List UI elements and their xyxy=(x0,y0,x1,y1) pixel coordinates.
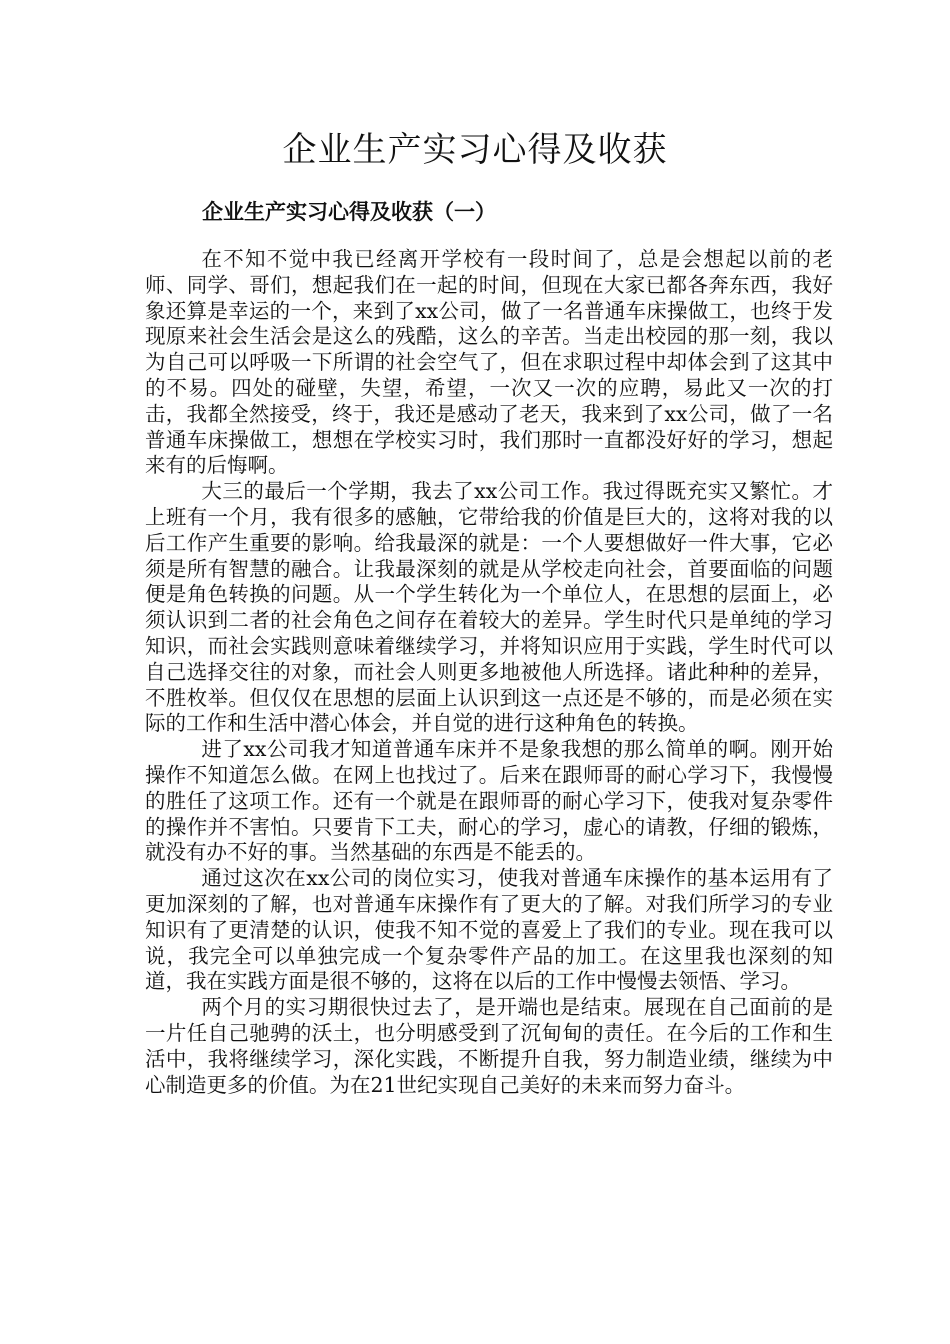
document-body xyxy=(145,247,833,1098)
document-subtitle: 企业生产实习心得及收获（一） xyxy=(202,199,496,224)
paragraph: 两个月的实习期很快过去了，是开端也是结束。展现在自己面前的是一片任自己驰骋的沃土，也分明感受到了沉甸甸的责任。在今后的工作和生活中，我将继续学习，深化实践，不断提升自我，努力制造业绩，继续为中心制造更多的价值。为在21世纪实现自己美好的未来而努力奋斗。 xyxy=(145,995,833,1097)
paragraph: 通过这次在xx公司的岗位实习，使我对普通车床操作的基本运用有了更加深刻的了解，也对普通车床操作有了更大的了解。对我们所学习的专业知识有了更清楚的认识，使我不知不觉的喜爱上了我们的专业。现在我可以说，我完全可以单独完成一个复杂零件产品的加工。在这里我也深刻的知道，我在实践方面是很不够的，这将在以后的工作中慢慢去领悟、学习。 xyxy=(145,866,833,994)
paragraph: 大三的最后一个学期，我去了xx公司工作。我过得既充实又繁忙。才上班有一个月，我有很多的感触，它带给我的价值是巨大的，这将对我的以后工作产生重要的影响。给我最深的就是：一个人要想做好一件大事，它必须是所有智慧的融合。让我最深刻的就是从学校走向社会，首要面临的问题便是角色转换的问题。从一个学生转化为一个单位人，在思想的层面上，必须认识到二者的社会角色之间存在着较大的差异。学生时代只是单纯的学习知识，而社会实践则意味着继续学习，并将知识应用于实践，学生时代可以自己选择交往的对象，而社会人则更多地被他人所选择。诸此种种的差异，不胜枚举。但仅仅在思想的层面上认识到这一点还是不够的，而是必须在实际的工作和生活中潜心体会，并自觉的进行这种角色的转换。 xyxy=(145,479,833,736)
paragraph: 进了xx公司我才知道普通车床并不是象我想的那么简单的啊。刚开始操作不知道怎么做。在网上也找过了。后来在跟师哥的耐心学习下，我慢慢的胜任了这项工作。还有一个就是在跟师哥的耐心学习下，使我对复杂零件的操作并不害怕。只要肯下工夫，耐心的学习，虚心的请教，仔细的锻炼，就没有办不好的事。当然基础的东西是不能丢的。 xyxy=(145,737,833,865)
document-title: 企业生产实习心得及收获 xyxy=(282,130,668,170)
paragraph: 在不知不觉中我已经离开学校有一段时间了，总是会想起以前的老师、同学、哥们，想起我们在一起的时间，但现在大家已都各奔东西，我好象还算是幸运的一个，来到了xx公司，做了一名普通车床操做工，也终于发现原来社会生活会是这么的残酷，这么的辛苦。当走出校园的那一刻，我以为自己可以呼吸一下所谓的社会空气了，但在求职过程中却体会到了这其中的不易。四处的碰壁，失望，希望，一次又一次的应聘，易此又一次的打击，我都全然接受，终于，我还是感动了老天，我来到了xx公司，做了一名普通车床操做工，想想在学校实习时，我们那时一直都没好好的学习，想起来有的后悔啊。 xyxy=(145,247,833,478)
